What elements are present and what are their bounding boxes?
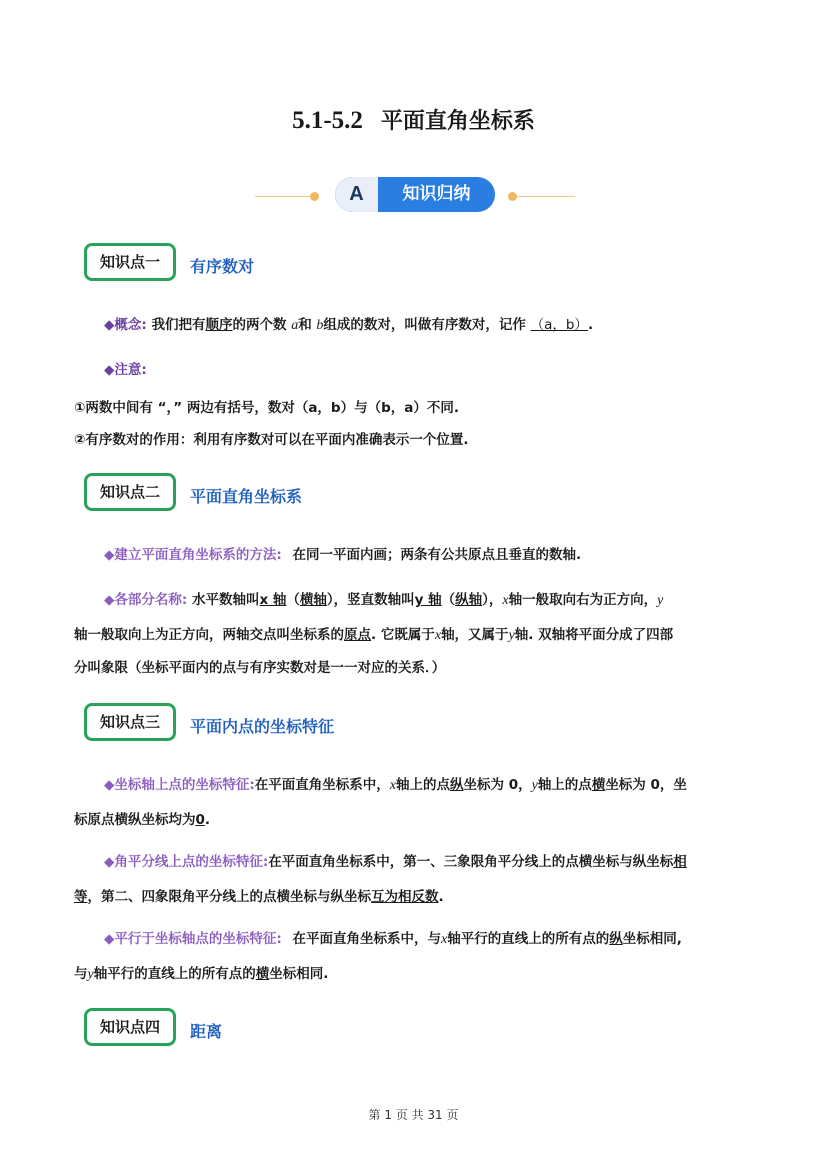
axis-line-1 [74,770,764,801]
parallel-horizontal: 横 [255,966,270,982]
names-l2-text-4: 轴. 双轴将平面分成了四部 [514,627,674,643]
parallel-text-2: 轴平行的直线上的所有点的 [447,931,610,947]
banner-letter: A [335,177,378,212]
var-y: y [531,778,538,793]
var-y: y [508,628,515,643]
section-banner [335,177,495,212]
var-x: x [434,628,442,643]
names-l2-text-2: . 它既属于 [371,627,435,643]
axis-l2-text: 标原点横纵坐标均为 [74,812,196,828]
names-text-1: 水平数轴叫 [191,592,260,608]
parallel-line-2 [74,959,764,990]
parallel-l2-text-2: 轴平行的直线上的所有点的 [93,966,256,982]
bisector-opposite: 互为相反数 [371,889,439,905]
method-line [74,540,764,570]
names-text-4: （ [441,592,456,608]
names-text-3: ），竖直数轴叫 [326,592,415,608]
var-y: y [657,593,664,608]
bisector-l2-text: ，第二、四象限角平分线上的点横坐标与纵坐标 [87,889,371,905]
section-4-box: 知识点四 [84,1008,176,1046]
names-text-6: 轴一般取向右为正方向， [508,592,658,608]
names-origin: 原点 [344,627,371,643]
section-1-heading: 有序数对 [190,257,255,276]
names-horizontal: 横轴 [299,592,327,608]
bisector-label: ◆角平分线上点的坐标特征: [104,854,269,870]
names-y-axis: y 轴 [414,592,442,608]
axis-horizontal: 横 [591,777,606,793]
banner-label: 知识归纳 [402,184,471,204]
concept-text-2: 的两个数 [232,317,287,333]
page-title [0,104,827,135]
note-label-line [74,355,764,385]
var-a: a [291,318,299,333]
banner-left-line [255,196,315,197]
names-line-3: 分叫象限（坐标平面内的点与有序实数对是一一对应的关系．） [74,660,446,676]
var-x: x [502,593,509,608]
names-label: ◆各部分名称: [104,592,188,608]
concept-text-1: 我们把有 [151,317,206,333]
banner-right-line [515,196,575,197]
names-x-axis: x 轴 [259,592,287,608]
names-vertical: 纵轴 [455,592,483,608]
concept-label: ◆概念: [104,317,147,333]
bisector-text-1: 在平面直角坐标系中，第一、三象限角平分线上的点横坐标与纵坐标 [268,854,674,870]
axis-text-3: 坐标为 0， [463,777,532,793]
bisector-equal-1: 相 [673,854,687,870]
axis-text-5: 坐标为 0，坐 [605,777,687,793]
names-line-1 [74,585,764,616]
var-x: x [440,932,448,947]
axis-text-1: 在平面直角坐标系中， [254,777,390,793]
section-4-heading: 距离 [190,1022,223,1041]
parallel-line-1 [74,924,764,955]
parallel-l2-text-3: 坐标相同. [269,966,329,982]
names-text-2: （ [286,592,300,608]
axis-vertical: 纵 [450,777,464,793]
concept-line [74,310,764,341]
names-l2-text-1: 轴一般取向上为正方向，两轴交点叫坐标系的 [74,627,344,643]
method-label: ◆建立平面直角坐标系的方法: [104,547,282,563]
section-1-box: 知识点一 [84,243,176,281]
parallel-vertical: 纵 [609,931,623,947]
banner-left-dot [310,192,319,201]
method-text: 在同一平面内画；两条有公共原点且垂直的数轴. [292,547,582,563]
parallel-text-3: 坐标相同, [622,931,682,947]
bisector-equal-2: 等 [74,889,88,905]
page-footer: 第 1 页 共 31 页 [368,1108,459,1122]
var-y: y [87,967,94,982]
concept-notation: （a，b） [530,317,588,333]
names-l2-text-3: 轴，又属于 [441,627,509,643]
note-2: ②有序数对的作用：利用有序数对可以在平面内准确表示一个位置. [74,432,469,448]
section-3-heading: 平面内点的坐标特征 [190,717,335,736]
title-number: 5.1-5.2 [292,107,363,134]
section-2-box: 知识点二 [84,473,176,511]
axis-zero: 0 [195,812,205,828]
bisector-l2-end: . [438,889,444,905]
axis-l2-end: . [204,812,211,828]
concept-underline-1: 顺序 [205,317,233,333]
title-text: 平面直角坐标系 [380,108,535,134]
var-b: b [316,318,324,333]
section-3-box: 知识点三 [84,703,176,741]
axis-line-2 [74,805,764,835]
axis-label: ◆坐标轴上点的坐标特征: [104,777,255,793]
bisector-line-2 [74,882,764,912]
names-line-2 [74,620,764,651]
names-text-5: ）， [482,592,503,608]
axis-text-2: 轴上的点 [396,777,450,793]
section-2-heading: 平面直角坐标系 [190,487,303,506]
concept-text-3: 组成的数对，叫做有序数对，记作 [323,317,526,333]
note-label: ◆注意: [104,362,147,378]
concept-end: . [587,317,594,333]
parallel-text-1: 在平面直角坐标系中，与 [292,931,441,947]
banner-right-dot [508,192,517,201]
axis-text-4: 轴上的点 [537,777,592,793]
var-x: x [389,778,396,793]
parallel-label: ◆平行于坐标轴点的坐标特征: [104,931,282,947]
concept-and: 和 [298,317,312,333]
note-1: ①两数中间有 “，” 两边有括号，数对（a，b）与（b，a）不同. [74,400,459,416]
parallel-l2-text-1: 与 [74,966,88,982]
bisector-line-1 [74,847,764,877]
